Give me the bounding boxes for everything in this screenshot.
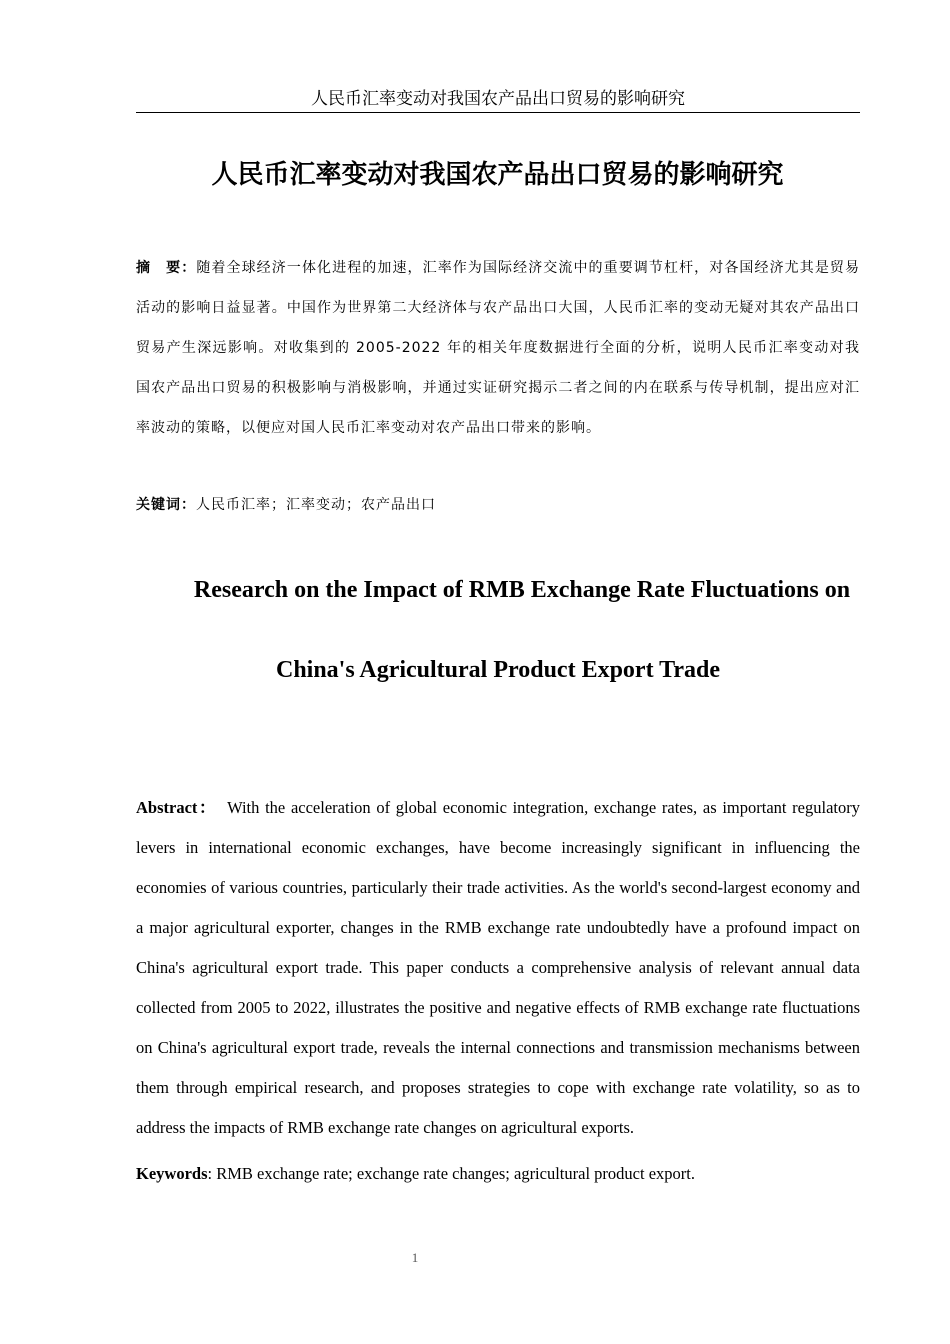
english-keywords-text: : RMB exchange rate; exchange rate changes; agricultural product export. (207, 1164, 695, 1183)
chinese-abstract-text: 随着全球经济一体化进程的加速，汇率作为国际经济交流中的重要调节杠杆，对各国经济尤其是贸易活动的影响日益显著。中国作为世界第二大经济体与农产品出口大国，人民币汇率的变动无疑对其农产品出口贸易产生深远影响。对收集到的 2005-2022 年的相关年度数据进行全面的分析，说明人民币汇率变动对我国农产品出口贸易的积极影响与消极影响，并通过实证研究揭示二者之间的内在联系与传导机制，提出应对汇率波动的策略，以便应对国人民币汇率变动对农产品出口带来的影响。 (136, 260, 861, 436)
english-abstract (136, 788, 860, 1148)
english-abstract-label: Abstract： (136, 798, 218, 817)
chinese-title: 人民币汇率变动对我国农产品出口贸易的影响研究 (211, 160, 784, 190)
english-title-line-1: Research on the Impact of RMB Exchange Rate Fluctuations on (193, 577, 851, 603)
english-title-line-2: China's Agricultural Product Export Trade (275, 657, 721, 683)
chinese-abstract (136, 248, 860, 448)
page-number: 1 (411, 1250, 419, 1265)
english-keywords (136, 1162, 860, 1186)
chinese-keywords-label: 关键词： (136, 497, 196, 513)
chinese-abstract-label: 摘 要： (136, 260, 197, 276)
chinese-keywords-text: 人民币汇率；汇率变动；农产品出口 (196, 497, 436, 513)
english-abstract-text: With the acceleration of global economic integration, exchange rates, as important regulatory levers in international economic exchanges, have become increasingly significant in influencing the economies of various countries, particularly their trade activities. As the world's second-largest economy and a major agricultural exporter, changes in the RMB exchange rate undoubtedly have a profound impact on China's agricultural export trade. This paper conducts a comprehensive analysis of relevant annual data collected from 2005 to 2022, illustrates the positive and negative effects of RMB exchange rate fluctuations on China's agricultural export trade, reveals the internal connections and transmission mechanisms between them through empirical research, and proposes strategies to cope with exchange rate volatility, so as to address the impacts of RMB exchange rate changes on agricultural exports. (136, 798, 860, 1137)
chinese-keywords (136, 494, 860, 516)
english-keywords-label: Keywords (136, 1164, 208, 1183)
running-header: 人民币汇率变动对我国农产品出口贸易的影响研究 (136, 88, 860, 113)
